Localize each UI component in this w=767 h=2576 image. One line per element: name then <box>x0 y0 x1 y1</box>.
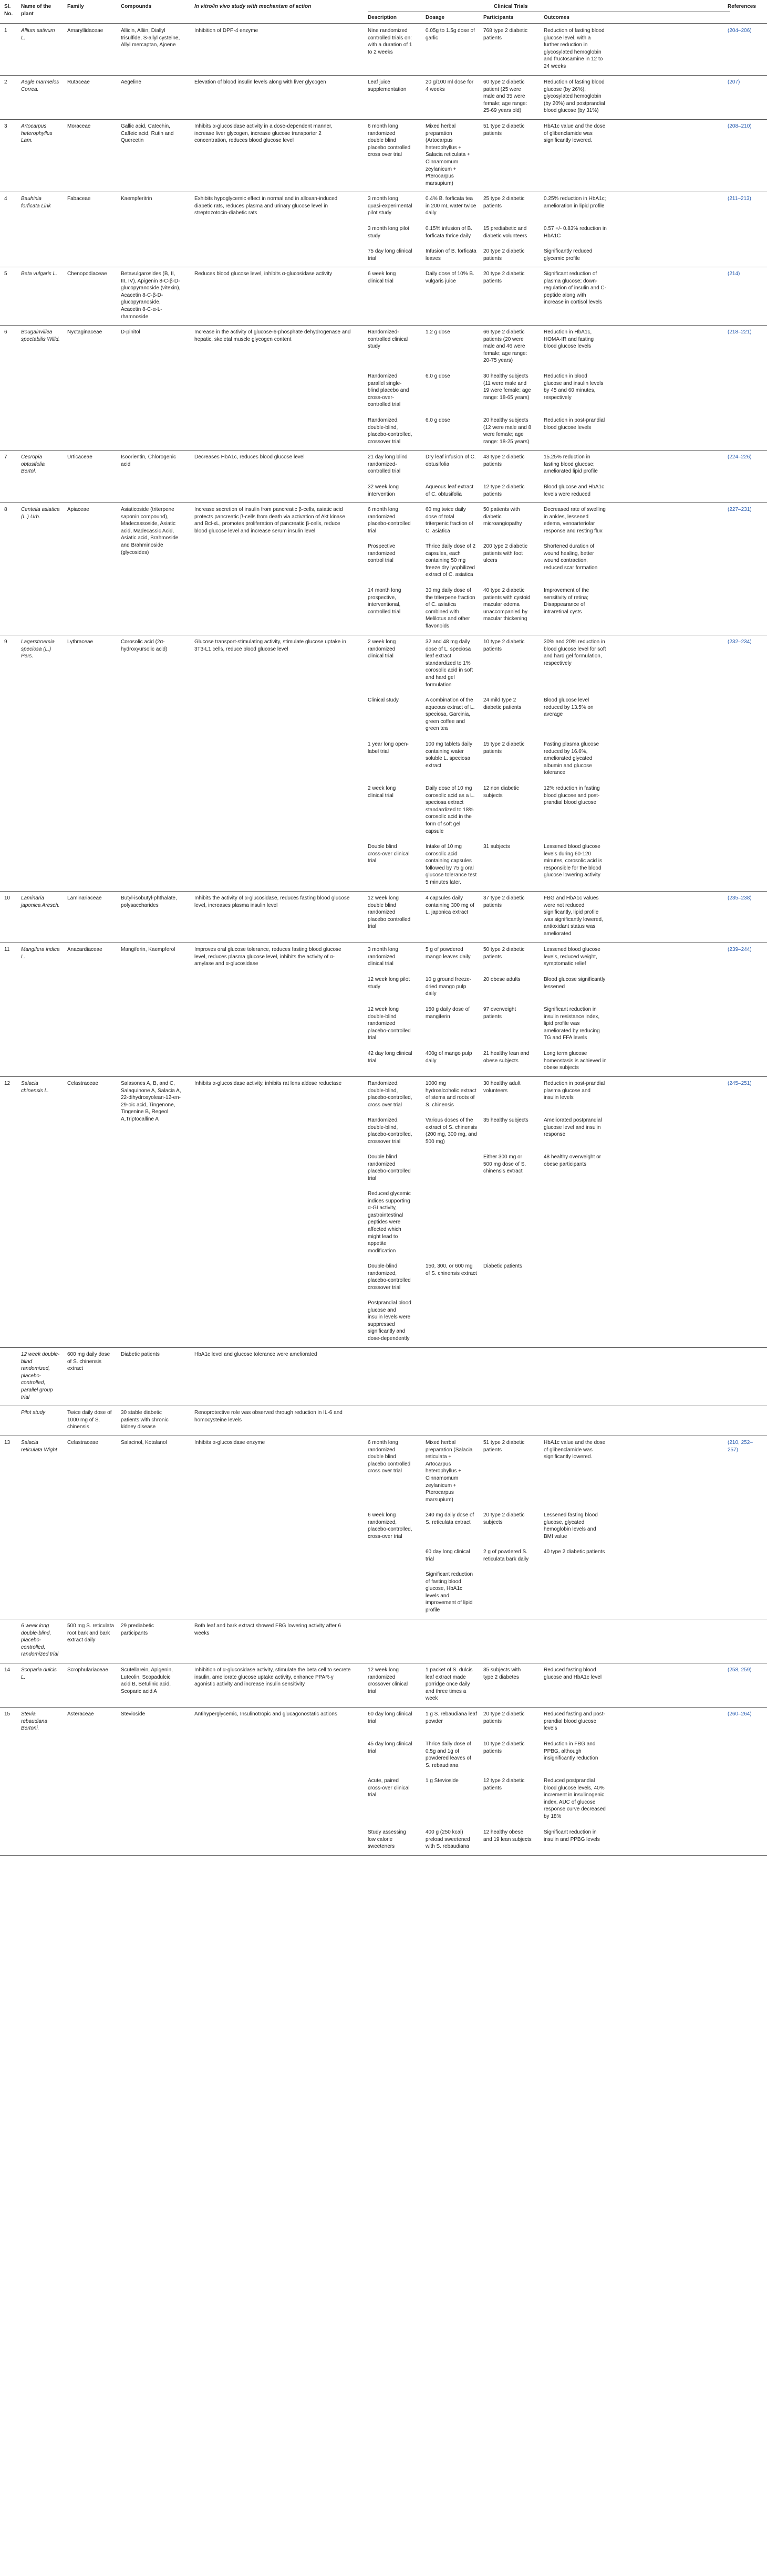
plant-name: Bougainvillea spectabilis Willd. <box>21 329 60 342</box>
trial-dosage: A combination of the aqueous extract of L. speciosa, Garcinia, green coffee and green tea <box>426 697 475 732</box>
plant-family: Nyctaginaceae <box>67 329 102 335</box>
plant-family: Apiaceae <box>67 507 89 512</box>
plant-mechanism: Improves oral glucose tolerance, reduces fasting blood glucose level, reduces plasma glucose level, inhibits the activity of α-amylase and α-glucosidase <box>194 947 341 967</box>
trial-dosage: 100 mg tablets daily containing water soluble L. speciosa extract <box>426 741 472 769</box>
trial-description: Randomized, double-blind, placebo-controlled, cross over trial <box>368 1081 412 1108</box>
trial-description: 32 week long intervention <box>368 484 399 497</box>
row-references: (208–210) <box>728 123 752 129</box>
row-references: (232–234) <box>728 639 752 645</box>
trial-participants: 12 type 2 diabetic patients <box>483 484 525 497</box>
plant-compounds: Diabetic patients <box>121 1352 160 1357</box>
row-references: (260–264) <box>728 1711 752 1717</box>
trial-dosage: Various doses of the extract of S. chinensis (200 mg, 300 mg, and 500 mg) <box>426 1117 477 1145</box>
trial-outcomes: Reduced postprandial blood glucose levels, 40% increment in insulinogenic index, AUC of glucose response curve decreased by 18% <box>544 1778 606 1819</box>
trial-dosage: 10 g ground freeze-dried mango pulp daily <box>426 977 472 997</box>
plant-mechanism: Renoprotective role was observed through reduction in IL-6 and homocysteine levels <box>194 1410 343 1423</box>
header-participants: Participants <box>483 15 514 20</box>
row-references: (239–244) <box>728 947 752 952</box>
trial-participants: 25 type 2 diabetic patients <box>483 196 525 209</box>
trial-outcomes: Blood glucose and HbA1c levels were reduced <box>544 484 605 497</box>
row-number: 4 <box>4 196 7 202</box>
row-divider <box>0 891 767 892</box>
trial-outcomes: Improvement of the sensitivity of retina; Disappearance of intraretinal cysts <box>544 588 589 615</box>
trial-participants: 10 type 2 diabetic patients <box>483 1741 525 1754</box>
trial-participants: 30 healthy adult volunteers <box>483 1081 521 1094</box>
plant-compounds: Gallic acid, Catechin, Caffeic acid, Rutin and Quercetin <box>121 123 174 144</box>
plant-name: Pilot study <box>21 1410 46 1416</box>
row-references: (207) <box>728 79 740 85</box>
row-references: (245–251) <box>728 1081 752 1086</box>
trial-participants: 12 healthy obese and 19 lean subjects <box>483 1829 532 1842</box>
trial-description: 2 week long randomized clinical trial <box>368 639 396 659</box>
trial-dosage: Thrice daily dose of 2 capsules, each containing 50 mg freeze dry lyophilized extract of C. asiatica <box>426 543 476 578</box>
trial-description: 12 week long double-blind randomized placebo-controlled trial <box>368 1007 411 1041</box>
plant-family: Urticaceae <box>67 454 92 460</box>
plant-compounds: 29 prediabetic participants <box>121 1623 154 1636</box>
trial-description: Nine randomized controlled trials on: with a duration of 1 to 2 weeks <box>368 28 412 55</box>
trial-outcomes: Reduction of fasting blood glucose (by 26%), glycosylated hemoglobin (by 20%) and postprandial blood glucose (by 31%) <box>544 79 605 114</box>
plant-name: Stevia rebaudiana Bertoni. <box>21 1711 48 1732</box>
plant-mechanism: Increase in the activity of glucose-6-phosphate dehydrogenase and hepatic, skeletal muscle glycogen content <box>194 329 351 342</box>
plant-mechanism: Antihyperglycemic, Insulinotropic and glucagonostatic actions <box>194 1711 337 1717</box>
plant-family: Fabaceae <box>67 196 91 202</box>
plant-family: 500 mg S. reticulata root bark and bark extract daily <box>67 1623 114 1643</box>
trial-dosage: 0.05g to 1.5g dose of garlic <box>426 28 475 41</box>
trial-description: 1 year long open-label trial <box>368 741 409 755</box>
trial-description: 21 day long blind randomized-controlled trial <box>368 454 408 475</box>
trial-description: Leaf juice supplementation <box>368 79 407 92</box>
trial-participants: 10 type 2 diabetic patients <box>483 639 525 652</box>
trial-description: 6 week long randomized, placebo-controlled, cross-over trial <box>368 1512 412 1540</box>
plant-family: Moraceae <box>67 123 91 129</box>
row-divider <box>0 1707 767 1708</box>
row-number: 7 <box>4 454 7 460</box>
plant-compounds: Isoorientin, Chlorogenic acid <box>121 454 177 467</box>
trial-dosage: 30 mg daily dose of the triterpene fraction of C. asiatica combined with Melilotus and other flavonoids <box>426 588 475 629</box>
plant-mechanism: Reduces blood glucose level, inhibits α-glucosidase activity <box>194 271 333 277</box>
trial-outcomes: FBG and HbA1c values were not reduced significantly, lipid profile was significantly lowered, antioxidant status was ameliorated <box>544 895 603 937</box>
trial-description: Study assessing low calorie sweeteners <box>368 1829 406 1850</box>
trial-outcomes: HbA1c value and the dose of glibenclamide was significantly lowered. <box>544 1440 606 1460</box>
trial-dosage: 1 g S. rebaudiana leaf powder <box>426 1711 477 1724</box>
trial-description: 12 week long double blind randomized placebo controlled trial <box>368 895 411 930</box>
plant-name: Artocarpus heterophyllus Lam. <box>21 123 53 144</box>
plant-mechanism: Inhibits α-glucosidase enzyme <box>194 1440 265 1446</box>
trial-participants: Diabetic patients <box>483 1263 522 1269</box>
header-references: References <box>728 4 756 9</box>
trial-dosage: 4 capsules daily containing 300 mg of L. japonica extract <box>426 895 474 916</box>
trial-outcomes: HbA1c value and the dose of glibenclamide was significantly lowered. <box>544 123 606 144</box>
plant-compounds: 30 stable diabetic patients with chronic kidney disease <box>121 1410 169 1430</box>
plant-family: Scrophulariaceae <box>67 1667 108 1673</box>
plant-compounds: D-pinitol <box>121 329 140 335</box>
header-description: Description <box>368 15 397 20</box>
row-number: 6 <box>4 329 7 335</box>
trial-participants: 50 patients with diabetic microangiopathy <box>483 507 522 527</box>
plant-name: Lagerstroemia speciosa (L.) Pers. <box>21 639 55 659</box>
plant-compounds: Allicin, Alliin, Diallyl trisulfide, S-allyl cysteine, Allyl mercaptan, Ajoene <box>121 28 180 48</box>
plant-compounds: Scutellarein, Apigenin, Luteolin, Scopadulcic acid B, Betulinic acid, Scoparic acid A <box>121 1667 173 1694</box>
plant-name: Cecropia obtusifolia Bertol. <box>21 454 45 475</box>
trial-participants: 35 subjects with type 2 diabetes <box>483 1667 521 1680</box>
row-number: 2 <box>4 79 7 85</box>
trial-participants: 15 type 2 diabetic patients <box>483 741 525 755</box>
row-divider <box>0 450 767 451</box>
row-number: 10 <box>4 895 11 901</box>
row-references: (204–206) <box>728 28 752 34</box>
trial-outcomes: Reduction in post-prandial plasma glucose and insulin levels <box>544 1081 605 1101</box>
plant-name: Aegle marmelos Correa. <box>21 79 59 92</box>
row-references: (210, 252–257) <box>728 1440 753 1453</box>
header-dosage: Dosage <box>426 15 445 20</box>
trial-dosage: Mixed herbal preparation (Salacia reticulata + Artocarpus heterophyllus + Cinnamomum zeylanicum + Pterocarpus marsupium) <box>426 1440 473 1503</box>
trial-dosage: 400g of mango pulp daily <box>426 1051 472 1064</box>
row-references: (224–226) <box>728 454 752 460</box>
trial-dosage: Intake of 10 mg corosolic acid containing capsules followed by 75 g oral glucose tolerance test 5 minutes later. <box>426 844 477 885</box>
trial-outcomes: 48 healthy overweight or obese participants <box>544 1154 601 1167</box>
trial-outcomes: Long term glucose homeostasis is achieved in obese subjects <box>544 1051 607 1071</box>
trial-outcomes: Ameliorated postprandial glucose level and insulin response <box>544 1117 602 1138</box>
row-divider <box>0 325 767 326</box>
trial-dosage: 60 day long clinical trial <box>426 1549 470 1562</box>
trial-participants: 40 type 2 diabetic patients with cystoid macular edema unaccompanied by macular thickening <box>483 588 531 622</box>
trial-outcomes: Reduction in FBG and PPBG, although insignificantly reduction <box>544 1741 598 1762</box>
trial-description: 2 week long clinical trial <box>368 786 396 799</box>
trial-participants: 31 subjects <box>483 844 510 850</box>
trial-participants: 60 type 2 diabetic patient (25 were male and 35 were female; age range: 25-69 years old) <box>483 79 527 114</box>
trial-description: 6 month long randomized double blind placebo controlled cross over trial <box>368 123 411 158</box>
trial-dosage: 32 and 48 mg daily dose of L. speciosa leaf extract standardized to 1% corosolic acid in soft and hard gel formulation <box>426 639 473 688</box>
row-number: 5 <box>4 271 7 277</box>
trial-participants: 24 mild type 2 diabetic patients <box>483 697 522 710</box>
trial-description: Randomized, double-blind, placebo-controlled, crossover trial <box>368 1117 412 1145</box>
plant-name: 12 week double-blind randomized, placebo-controlled, parallel group trial <box>21 1352 60 1400</box>
trial-outcomes: 30% and 20% reduction in blood glucose level for soft and hard gel formulation, respectively <box>544 639 606 666</box>
trial-dosage: Aqueous leaf extract of C. obtusifolia <box>426 484 474 497</box>
trial-outcomes: 0.57 +/- 0.83% reduction in HbA1C <box>544 226 607 239</box>
trial-description: Randomized parallel single-blind placebo and cross-over-controlled trial <box>368 373 409 408</box>
trial-participants: 66 type 2 diabetic patients (20 were male and 46 were female; age range: 20-75 years) <box>483 329 527 364</box>
trial-outcomes: Reduction of fasting blood glucose level, with a further reduction in glycosylated hemoglobin and fructosamine in 12 to 24 weeks <box>544 28 605 69</box>
trial-participants: 30 healthy subjects (11 were male and 19 were female; age range: 18-65 years) <box>483 373 531 401</box>
row-number: 15 <box>4 1711 11 1717</box>
plant-compounds: Corosolic acid (2α-hydroxyursolic acid) <box>121 639 168 652</box>
trial-participants: 51 type 2 diabetic patients <box>483 123 525 137</box>
plant-mechanism: Both leaf and bark extract showed FBG lowering activity after 6 weeks <box>194 1623 341 1636</box>
plant-family: Amaryllidaceae <box>67 28 103 34</box>
trial-dosage: 240 mg daily dose of S. reticulata extract <box>426 1512 474 1525</box>
trial-outcomes: Reduced fasting and post-prandial blood glucose levels <box>544 1711 605 1732</box>
trial-description: 14 month long prospective, interventional, controlled trial <box>368 588 401 615</box>
trial-outcomes: Reduction in HbA1c, HOMA-IR and fasting blood glucose levels <box>544 329 594 350</box>
trial-dosage: 6.0 g dose <box>426 373 450 379</box>
plant-family: Celastraceae <box>67 1440 98 1446</box>
trial-dosage: 20 g/100 ml dose for 4 weeks <box>426 79 474 92</box>
trial-dosage: Daily dose of 10% B. vulgaris juice <box>426 271 474 284</box>
plant-mechanism: Exhibits hypoglycemic effect in normal and in alloxan-induced diabetic rats, reduces plasma and urinary glucose level in streptozotocin-diabetic rats <box>194 196 338 216</box>
plant-compounds: Aegeline <box>121 79 141 85</box>
trial-participants: 21 healthy lean and obese subjects <box>483 1051 530 1064</box>
plant-family: Anacardiaceae <box>67 947 102 952</box>
trial-description: Randomized, double-blind, placebo-controlled, crossover trial <box>368 417 412 445</box>
trial-dosage: Thrice daily dose of 0.5g and 1g of powdered leaves of S. rebaudiana <box>426 1741 471 1768</box>
trial-participants: 51 type 2 diabetic patients <box>483 1440 525 1453</box>
row-number: 9 <box>4 639 7 645</box>
trial-description: Prospective randomized control trial <box>368 543 396 564</box>
trial-description: 3 month long pilot study <box>368 226 409 239</box>
trial-outcomes: Blood glucose significantly lessened <box>544 977 606 990</box>
row-divider <box>0 502 767 503</box>
trial-description: 60 day long clinical trial <box>368 1711 412 1724</box>
trial-description: Double blind randomized placebo-controlled trial <box>368 1154 411 1181</box>
trial-participants: 20 type 2 diabetic patients <box>483 1711 525 1724</box>
plant-mechanism: Inhibition of DPP-4 enzyme <box>194 28 258 34</box>
trial-participants: Either 300 mg or 500 mg dose of S. chinensis extract <box>483 1154 526 1175</box>
header-name: Name of the plant <box>21 4 51 17</box>
trial-description: 6 week long clinical trial <box>368 271 396 284</box>
row-references: (258, 259) <box>728 1667 752 1673</box>
plant-mechanism: Inhibits α-glucosidase activity in a dose-dependent manner, increase liver glycogen, increase glucose transporter 2 concentration, reduces blood glucose level <box>194 123 333 144</box>
plant-mechanism: Decreases HbA1c, reduces blood glucose level <box>194 454 305 460</box>
row-references: (214) <box>728 271 740 277</box>
trial-outcomes: 0.25% reduction in HbA1c; amelioration in lipid profile <box>544 196 606 209</box>
trial-outcomes: Significantly reduced glycemic profile <box>544 248 593 261</box>
plant-name: Salacia reticulata Wight <box>21 1440 57 1453</box>
trial-dosage: 1 packet of S. dulcis leaf extract made porridge once daily and three times a week <box>426 1667 473 1702</box>
trial-description: 45 day long clinical trial <box>368 1741 412 1754</box>
row-divider <box>0 1347 767 1348</box>
plant-name: Bauhinia forficata Link <box>21 196 51 209</box>
trial-dosage: 60 mg twice daily dose of total triterpenic fraction of C. asiatica <box>426 507 473 534</box>
trial-description: Acute, paired cross-over clinical trial <box>368 1778 410 1798</box>
plant-mechanism: Glucose transport-stimulating activity, stimulate glucose uptake in 3T3-L1 cells, reduce blood glucose level <box>194 639 346 652</box>
trial-outcomes: Lessened fasting blood glucose, glycated hemoglobin levels and BMI value <box>544 1512 598 1540</box>
trial-description: 75 day long clinical trial <box>368 248 412 261</box>
plant-mechanism: Inhibits α-glucosidase activity, inhibits rat lens aldose reductase <box>194 1081 342 1086</box>
trial-dosage: 1 g Stevioside <box>426 1778 459 1784</box>
row-references: (211–213) <box>728 196 751 202</box>
trial-description: Double blind cross-over clinical trial <box>368 844 410 864</box>
plant-family: Asteraceae <box>67 1711 94 1717</box>
row-number: 8 <box>4 507 7 512</box>
trial-participants: 20 healthy subjects (12 were male and 8 were female; age range: 18-25 years) <box>483 417 532 445</box>
header-family: Family <box>67 4 84 9</box>
trial-dosage: Infusion of B. forficata leaves <box>426 248 476 261</box>
plant-compounds: Stevioside <box>121 1711 146 1717</box>
plant-family: Rutaceae <box>67 79 90 85</box>
trial-outcomes: Fasting plasma glucose reduced by 16.6%, ameliorated glycated albumin and glucose tolerance <box>544 741 599 776</box>
row-references: (227–231) <box>728 507 752 512</box>
trial-outcomes: Blood glucose level reduced by 13.5% on average <box>544 697 594 718</box>
plant-compounds: Salasones A, B, and C, Salaquinone A, Salacia A, 22-dihydroxyolean-12-en-29-oic acid, Tingenone, Tingenine B, Regeol A,Triptocalline A <box>121 1081 181 1122</box>
trial-outcomes: Significant reduction in insulin resistance index, lipid profile was ameliorated by reducing TG and FFA levels <box>544 1007 600 1041</box>
trial-dosage: 5 g of powdered mango leaves daily <box>426 947 471 960</box>
trial-outcomes: Decreased rate of swelling in ankles, lessened edema, venoarteriolar response and resting flux <box>544 507 606 534</box>
trial-outcomes: Shortened duration of wound healing, better wound contraction, reduced scar formation <box>544 543 598 571</box>
trial-participants: 2 g of powdered S. reticulata bark daily <box>483 1549 529 1562</box>
plant-name: Beta vulgaris L. <box>21 271 57 277</box>
plant-family: 600 mg daily dose of S. chinensis extract <box>67 1352 110 1372</box>
trial-dosage: 1000 mg hydroalcoholic extract of stems and roots of S. chinensis <box>426 1081 476 1108</box>
trial-participants: 43 type 2 diabetic patients <box>483 454 525 467</box>
trial-participants: 50 type 2 diabetic patients <box>483 947 525 960</box>
plant-compounds: Betavulgarosides (B, II, III, IV), Apigenin 8-C-β-D-glucopyranoside (vitexin), Acacetin 8-C-β-D-glucopyranoside, Acacetin 8-C-α-L-rhamnoside <box>121 271 181 320</box>
header-outcomes: Outcomes <box>544 15 569 20</box>
trial-description: 6 month long randomized double blind placebo controlled cross over trial <box>368 1440 411 1474</box>
trial-description: 3 month long quasi-experimental pilot study <box>368 196 412 216</box>
header-sl: Sl. No. <box>4 4 13 17</box>
trial-outcomes: 40 type 2 diabetic patients <box>544 1549 605 1555</box>
trial-participants: 37 type 2 diabetic patients <box>483 895 525 908</box>
plant-compounds: Asiaticoside (triterpene saponin compound), Madecassoside, Asiatic acid, Madecassic Acid, Asiatic acid, Brahmoside and Brahminoside (glycosides) <box>121 507 179 556</box>
trial-dosage: 1.2 g dose <box>426 329 450 335</box>
trial-outcomes: Significant reduction in insulin and PPBG levels <box>544 1829 600 1842</box>
trial-participants: 200 type 2 diabetic patients with foot ulcers <box>483 543 527 564</box>
trial-outcomes: 15.25% reduction in fasting blood glucose; ameliorated lipid profile <box>544 454 598 475</box>
trial-participants: 97 overweight patients <box>483 1007 516 1020</box>
plant-name: Mangifera indica L. <box>21 947 60 960</box>
trial-description: 3 month long randomized clinical trial <box>368 947 398 967</box>
trial-participants: 768 type 2 diabetic patients <box>483 28 527 41</box>
row-references: (218–221) <box>728 329 752 335</box>
plant-compounds: Salacinol, Kotalanol <box>121 1440 167 1446</box>
trial-dosage: 0.15% infusion of B. forficata thrice daily <box>426 226 472 239</box>
trial-description: 12 week long pilot study <box>368 977 410 990</box>
header-bottom-rule <box>0 23 767 24</box>
row-number: 12 <box>4 1081 11 1086</box>
plant-mechanism: Inhibits the activity of α-glucosidase, reduces fasting blood glucose level, increases plasma insulin level <box>194 895 350 908</box>
trial-outcomes: 12% reduction in fasting blood glucose and post-prandial blood glucose <box>544 786 600 806</box>
plant-mechanism: Inhibition of α-glucosidase activity, stimulate the beta cell to secrete insulin, ameliorate glucose uptake activity, enhance PPAR-γ agonistic activity and increase insulin sensitivity <box>194 1667 351 1688</box>
row-divider <box>0 1855 767 1856</box>
plant-name: Allium sativum L. <box>21 28 55 41</box>
plant-mechanism: Increase secretion of insulin from pancreatic β-cells, asiatic acid protects pancreatic β-cells from death via activation of Akt kinase and Bcl-xL, promotes proliferation of pancreatic β-cells, reduce blood glucose level and increase serum insulin level <box>194 507 345 534</box>
plant-family: Lythraceae <box>67 639 94 645</box>
trial-description: 6 month long randomized placebo-controlled trial <box>368 507 411 534</box>
plant-name: Salacia chinensis L. <box>21 1081 49 1094</box>
row-number: 13 <box>4 1440 11 1446</box>
trial-participants: 20 type 2 diabetic patients <box>483 271 525 284</box>
plant-name: Laminaria japonica Aresch. <box>21 895 60 908</box>
trial-dosage: 400 g (250 kcal) preload sweetened with S. rebaudiana <box>426 1829 470 1850</box>
trial-description: Reduced glycemic indices supporting α-GI activity, gastrointestinal peptides were affected which might lead to appetite modification <box>368 1191 411 1254</box>
row-references: (235–238) <box>728 895 752 901</box>
row-number: 14 <box>4 1667 11 1673</box>
trial-dosage: Significant reduction of fasting blood glucose, HbA1c levels and improvement of lipid profile <box>426 1572 473 1613</box>
trial-participants: 20 type 2 diabetic patients <box>483 248 525 261</box>
trial-outcomes: Reduction in post-prandial blood glucose levels <box>544 417 605 431</box>
trial-description: Clinical study <box>368 697 399 703</box>
plant-name: Centella asiatica (L.) Urb. <box>21 507 60 520</box>
trial-participants: 15 prediabetic and diabetic volunteers <box>483 226 527 239</box>
row-divider <box>0 1076 767 1077</box>
row-number: 1 <box>4 28 7 34</box>
header-compounds: Compounds <box>121 4 152 9</box>
row-divider <box>0 119 767 120</box>
row-number: 3 <box>4 123 7 129</box>
plant-mechanism: Elevation of blood insulin levels along with liver glycogen <box>194 79 326 85</box>
row-number: 11 <box>4 947 10 952</box>
plant-compounds: Mangiferin, Kaempferol <box>121 947 175 952</box>
plant-family: Celastraceae <box>67 1081 98 1086</box>
row-divider <box>0 75 767 76</box>
trial-outcomes: Lessened blood glucose levels during 60-120 minutes, corosolic acid is responsible for the blood glucose lowering activity <box>544 844 603 878</box>
plant-name: 6 week long double-blind, placebo-controlled, randomized trial <box>21 1623 59 1658</box>
trial-participants: 20 type 2 diabetic subjects <box>483 1512 525 1525</box>
trial-dosage: Dry leaf infusion of C. obtusifolia <box>426 454 476 467</box>
trial-outcomes: Significant reduction of plasma glucose; down-regulation of insulin and C-peptide along with increase in cortisol levels <box>544 271 606 306</box>
trial-outcomes: Reduced fasting blood glucose and HbA1c level <box>544 1667 602 1680</box>
plant-mechanism: HbA1c level and glucose tolerance were ameliorated <box>194 1352 317 1357</box>
trial-outcomes: Lessened blood glucose levels, reduced weight, symptomatic relief <box>544 947 600 967</box>
header-clinical-trials: Clinical Trials <box>494 4 528 9</box>
trial-description: 12 week long randomized crossover clinical trial <box>368 1667 408 1694</box>
trial-description: 42 day long clinical trial <box>368 1051 412 1064</box>
trial-outcomes: Reduction in blood glucose and insulin levels by 45 and 60 minutes, respectively <box>544 373 604 401</box>
trial-description: Double-blind randomized, placebo-controlled crossover trial <box>368 1263 411 1291</box>
header-mechanism: In vitro/in vivo study with mechanism of action <box>194 4 312 9</box>
trial-description: Postprandial blood glucose and insulin levels were suppressed significantly and dose-dependently <box>368 1300 411 1342</box>
plant-family: Twice daily dose of 1000 mg of S. chinensis <box>67 1410 112 1430</box>
trial-dosage: 0.4% B. forficata tea in 200 mL water twice daily <box>426 196 476 216</box>
plant-family: Chenopodiaceae <box>67 271 107 277</box>
plant-name: Scoparia dulcis L. <box>21 1667 57 1680</box>
trial-dosage: Daily dose of 10 mg corosolic acid as a L. speciosa extract standardized to 18% corosolic acid in the form of soft gel capsule <box>426 786 475 834</box>
trial-participants: 35 healthy subjects <box>483 1117 528 1123</box>
trial-dosage: 150, 300, or 600 mg of S. chinensis extract <box>426 1263 477 1276</box>
plant-compounds: Kaempferitrin <box>121 196 152 202</box>
trial-dosage: Mixed herbal preparation (Artocarpus heterophyllus + Salacia reticulata + Cinnamomum zeylanicum + Pterocarpus marsupium) <box>426 123 470 186</box>
trial-participants: 12 non diabetic subjects <box>483 786 519 799</box>
plant-compounds: Butyl-isobutyl-phthalate, polysaccharides <box>121 895 177 908</box>
trial-participants: 12 type 2 diabetic patients <box>483 1778 525 1791</box>
trial-description: Randomized-controlled clinical study <box>368 329 408 350</box>
trial-participants: 20 obese adults <box>483 977 521 982</box>
trial-dosage: 150 g daily dose of mangiferin <box>426 1007 470 1020</box>
plant-family: Laminariaceae <box>67 895 102 901</box>
trial-dosage: 6.0 g dose <box>426 417 450 423</box>
